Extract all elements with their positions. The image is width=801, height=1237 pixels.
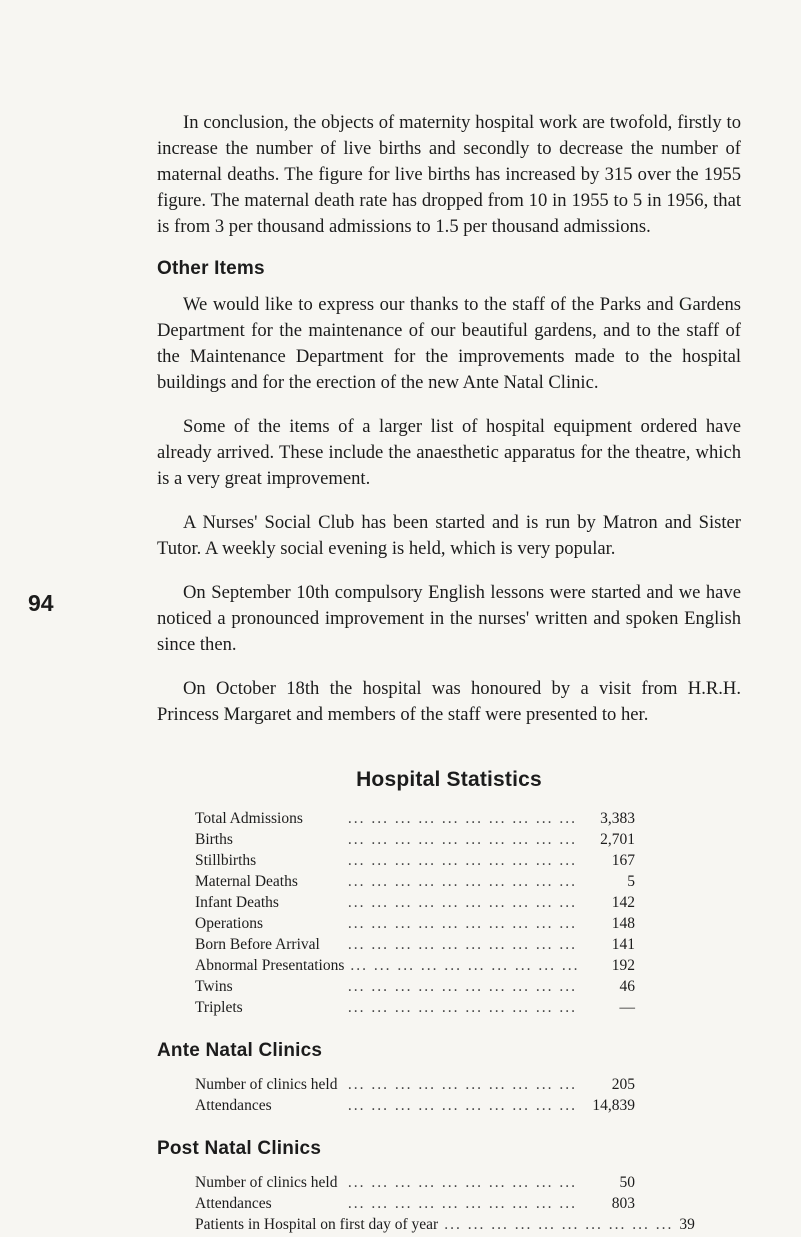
stat-row (195, 936, 635, 957)
paragraph-royal-visit: On October 18th the hospital was honoured by a visit from H.R.H. Princess Margaret and members of the staff were presented to her. (157, 678, 741, 725)
stat-label: Patients in Hospital on first day of year (195, 1216, 439, 1233)
leader-dots: ... ... ... ... ... ... ... ... ... ... (347, 873, 577, 890)
leader-dots: ... ... ... ... ... ... ... ... ... ... (347, 936, 577, 953)
stat-row (195, 894, 635, 915)
leader-dots: ... ... ... ... ... ... ... ... ... ... (347, 978, 577, 995)
leader-dots: ... ... ... ... ... ... ... ... ... ... (444, 1216, 674, 1233)
stat-row (195, 1097, 635, 1118)
stat-label: Abnormal Presentations (195, 957, 345, 974)
stat-label: Operations (195, 915, 264, 932)
leader-dots: ... ... ... ... ... ... ... ... ... ... (347, 894, 577, 911)
page-number: 94 (28, 590, 54, 616)
stat-label: Triplets (195, 999, 243, 1016)
stat-row (195, 1174, 635, 1195)
stat-row (195, 810, 635, 831)
leader-dots: ... ... ... ... ... ... ... ... ... ... (347, 810, 577, 827)
paragraph-english-lessons: On September 10th compulsory English lessons were started and we have noticed a pronounced improvement in the nurses' written and spoken English since then. (157, 582, 741, 655)
stat-row (195, 915, 635, 936)
stat-value: 3,383 (600, 810, 635, 827)
leader-dots: ... ... ... ... ... ... ... ... ... ... (347, 1195, 577, 1212)
stat-label: Births (195, 831, 233, 848)
stat-value: 148 (611, 915, 635, 932)
leader-dots: ... ... ... ... ... ... ... ... ... ... (347, 852, 577, 869)
paragraph-social-club: A Nurses' Social Club has been started and is run by Matron and Sister Tutor. A weekly social evening is held, which is very popular. (157, 512, 741, 559)
stat-label: Attendances (195, 1097, 272, 1114)
leader-dots: ... ... ... ... ... ... ... ... ... ... (347, 1097, 577, 1114)
leader-dots: ... ... ... ... ... ... ... ... ... ... (347, 999, 577, 1016)
hospital-statistics-table (157, 810, 695, 1237)
ante-natal-clinics-heading: Ante Natal Clinics (157, 1040, 323, 1061)
stat-label: Twins (195, 978, 233, 995)
stat-value: — (619, 999, 635, 1016)
stat-row (195, 873, 635, 894)
stat-value: 46 (619, 978, 635, 995)
stat-row (195, 831, 635, 852)
stat-row (195, 1195, 635, 1216)
stat-row (195, 999, 635, 1020)
stat-row (195, 1076, 635, 1097)
paragraph-conclusion: In conclusion, the objects of maternity hospital work are twofold, firstly to increase the number of live births and secondly to decrease the number of maternal deaths. The figure for live births has increased by 315 over the 1955 figure. The maternal death rate has dropped from 10 in 1955 to 5 in 1956, that is from 3 per thousand admissions to 1.5 per thousand admissions. (157, 112, 741, 237)
stat-value: 2,701 (600, 831, 635, 848)
stat-row (195, 852, 635, 873)
stat-value: 142 (611, 894, 635, 911)
leader-dots: ... ... ... ... ... ... ... ... ... ... (350, 957, 580, 974)
stat-value: 39 (679, 1216, 695, 1233)
leader-dots: ... ... ... ... ... ... ... ... ... ... (347, 1174, 577, 1191)
stat-value: 50 (619, 1174, 635, 1191)
stat-label: Maternal Deaths (195, 873, 298, 890)
leader-dots: ... ... ... ... ... ... ... ... ... ... (347, 831, 577, 848)
stat-label: Born Before Arrival (195, 936, 320, 953)
stat-value: 803 (611, 1195, 635, 1212)
stat-label: Number of clinics held (195, 1076, 338, 1093)
other-items-heading: Other Items (157, 258, 265, 279)
stat-value: 14,839 (592, 1097, 635, 1114)
paragraph-equipment: Some of the items of a larger list of hospital equipment ordered have already arrived. These include the anaesthetic apparatus for the theatre, which is a very great improvement. (157, 416, 741, 489)
stat-row (195, 1216, 695, 1237)
stat-value: 5 (627, 873, 635, 890)
leader-dots: ... ... ... ... ... ... ... ... ... ... (347, 1076, 577, 1093)
stat-label: Stillbirths (195, 852, 257, 869)
stat-value: 141 (611, 936, 635, 953)
leader-dots: ... ... ... ... ... ... ... ... ... ... (347, 915, 577, 932)
paragraph-thanks: We would like to express our thanks to the staff of the Parks and Gardens Department for the maintenance of our beautiful gardens, and to the staff of the Maintenance Department for the improvements made to the hospital buildings and for the erection of the new Ante Natal Clinic. (157, 294, 741, 393)
stat-label: Number of clinics held (195, 1174, 338, 1191)
hospital-statistics-title: Hospital Statistics (356, 768, 542, 791)
stat-label: Attendances (195, 1195, 272, 1212)
stat-value: 205 (611, 1076, 635, 1093)
stat-row (195, 978, 635, 999)
page-content (157, 110, 741, 1237)
stat-value: 167 (611, 852, 635, 869)
stat-label: Infant Deaths (195, 894, 279, 911)
stat-row (195, 957, 635, 978)
post-natal-clinics-heading: Post Natal Clinics (157, 1138, 322, 1159)
stat-value: 192 (611, 957, 635, 974)
stat-label: Total Admissions (195, 810, 303, 827)
